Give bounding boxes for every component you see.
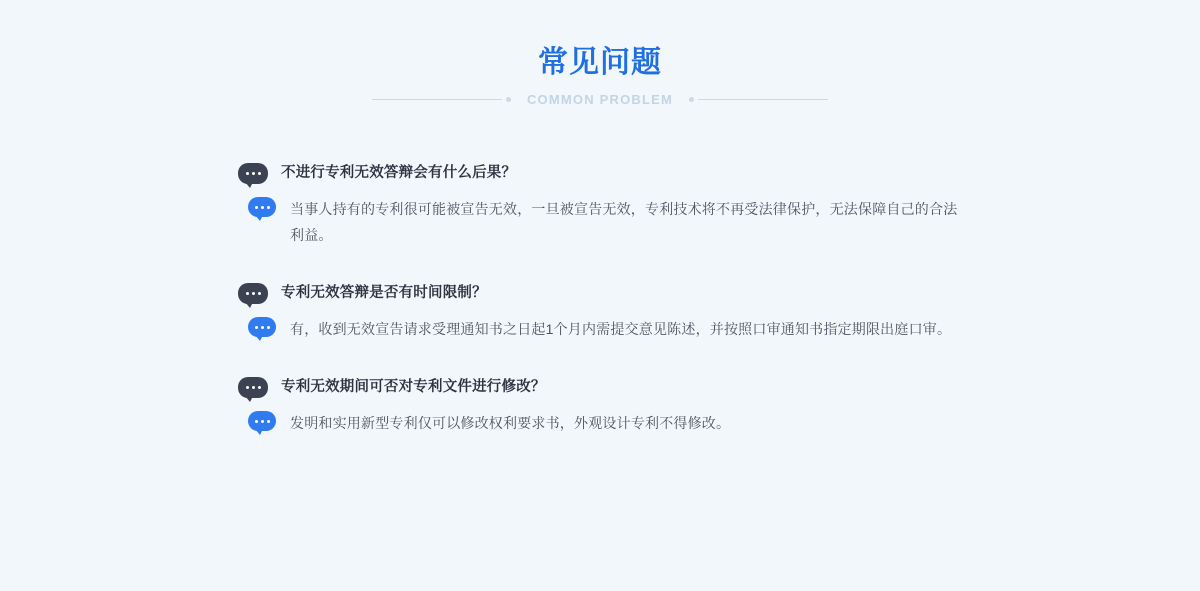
faq-answer-row	[0, 196, 1200, 248]
chat-bubble-blue-icon	[248, 411, 276, 431]
chat-bubble-blue-icon	[248, 317, 276, 337]
faq-list	[0, 162, 1200, 436]
faq-answer-text: 当事人持有的专利很可能被宣告无效，一旦被宣告无效，专利技术将不再受法律保护，无法保障自己的合法利益。	[290, 201, 958, 243]
faq-answer-text: 发明和实用新型专利仅可以修改权利要求书，外观设计专利不得修改。	[290, 415, 731, 431]
faq-answer-row	[0, 410, 1200, 436]
faq-item	[0, 162, 1200, 248]
chat-bubble-dark-icon	[238, 377, 268, 398]
faq-question-row[interactable]	[0, 162, 1200, 184]
subtitle-decoration	[300, 88, 900, 110]
faq-answer-row	[0, 316, 1200, 342]
page-header	[0, 0, 1200, 110]
faq-item	[0, 376, 1200, 436]
chat-bubble-blue-icon	[248, 197, 276, 217]
divider-line-left	[372, 99, 502, 100]
faq-question-text: 专利无效答辩是否有时间限制？	[281, 285, 487, 301]
divider-line-right	[698, 99, 828, 100]
faq-answer-text: 有，收到无效宣告请求受理通知书之日起1个月内需提交意见陈述，并按照口审通知书指定期限出庭口审。	[290, 321, 952, 337]
page-title: 常见问题	[538, 46, 662, 79]
faq-question-row[interactable]	[0, 282, 1200, 304]
faq-question-text: 专利无效期间可否对专利文件进行修改？	[281, 379, 546, 395]
chat-bubble-dark-icon	[238, 163, 268, 184]
faq-item	[0, 282, 1200, 342]
page-subtitle: COMMON PROBLEM	[526, 91, 674, 107]
chat-bubble-dark-icon	[238, 283, 268, 304]
divider-dot-right	[689, 97, 694, 102]
faq-question-row[interactable]	[0, 376, 1200, 398]
faq-question-text: 不进行专利无效答辩会有什么后果？	[281, 165, 517, 181]
